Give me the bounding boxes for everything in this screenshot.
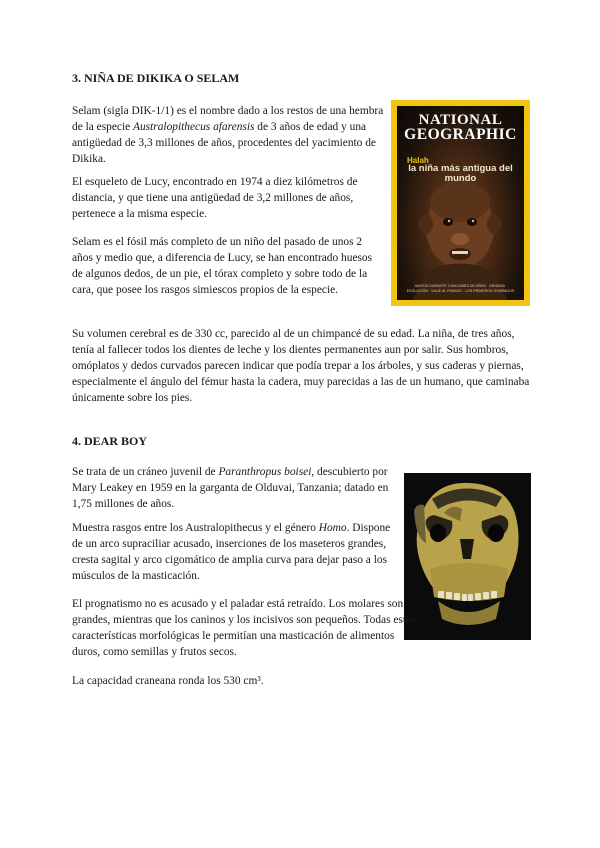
section-4-paragraph-1	[72, 464, 394, 512]
text-run: Se trata de un cráneo juvenil de	[72, 466, 219, 478]
species-name: Australopithecus afarensis	[133, 121, 255, 133]
text-run: de 3 años de edad y una antigüedad de 3,3 millones de años, procedentes del yacimiento de Dikika.	[72, 121, 376, 165]
cover-headline: la niña más antigua del mundo	[408, 163, 513, 184]
section-3-paragraph-2: El esqueleto de Lucy, encontrado en 1974 a diez kilómetros de distancia, y que tiene una antigüedad de 3,2 millones de años, pertenece a la misma especie.	[72, 176, 358, 220]
text-run: Muestra rasgos entre los Australopithecus y el género	[72, 522, 319, 534]
magazine-title-line-1: NATIONAL	[418, 112, 503, 128]
section-3-paragraph-3: Selam es el fósil más completo de un niño del pasado de unos 2 años y medio que, a diferencia de Lucy, se han encontrado huesos de algunos dedos, de un pie, el tórax completo y sobre todo de la cara, que posee los rasgos simiescos propios de la especie.	[72, 236, 373, 296]
magazine-title-line-2: GEOGRAPHIC	[404, 126, 517, 143]
cover-photo	[397, 106, 524, 300]
skull-illustration	[404, 473, 531, 640]
section-4-paragraph-4: La capacidad craneana ronda los 530 cm³.	[72, 675, 264, 687]
skull-photo	[404, 473, 531, 640]
cover-kicker: Halah	[407, 156, 429, 165]
section-3-paragraph-4: Su volumen cerebral es de 330 cc, parecido al de un chimpancé de su edad. La niña, de tres años, tenía al fallecer todos los dientes de leche y los dientes permanentes aun por salir. Sus hombros, omóplatos y dedos curvados parecen indicar que podía trepar a los árboles, y sus caderas y piernas, especialmente el ángulo del fémur hasta la cadera, muy parecidas a las de un humano, que caminaba únicamente sobre los pies.	[72, 328, 530, 404]
section-3-heading: 3. NIÑA DE DIKIKA O SELAM	[72, 71, 240, 85]
national-geographic-cover-image	[391, 100, 530, 306]
section-3-paragraph-1	[72, 103, 384, 167]
section-4-paragraph-2	[72, 520, 394, 584]
species-name: Paranthropus boisei	[218, 466, 312, 478]
text-run: , descubierto por Mary Leakey en 1959 en la garganta de Olduvai, Tanzania; datado en 1,75 millones de años.	[72, 466, 389, 510]
text-run: Selam (sigla DIK-1/1) es el nombre dado a los restos de una hembra de la especie	[72, 105, 384, 133]
cover-footer-text: JUNTOS DURANTE 3 MILLONES DE AÑOS · GENOMA · EVOLUCIÓN · VIAJE AL PASADO · LOS PRIMEROS HOMÍNIDOS	[406, 284, 515, 293]
section-4-paragraph-3: El prognatismo no es acusado y el paladar está retraído. Los molares son grandes, mientras que los caninos y los incisivos son pequeños. Todas estas características morfológicas le permitían una masticación de alimentos duros, como semillas y frutos secos.	[72, 598, 416, 658]
text-run: . Dispone de un arco supraciliar acusado, inserciones de los maseteros grandes, cresta sagital y arco cigomático de amplia curva para dejar paso a los músculos de la masticación.	[72, 522, 391, 582]
section-4-heading: 4. DEAR BOY	[72, 434, 148, 448]
genus-name: Homo	[318, 522, 347, 534]
